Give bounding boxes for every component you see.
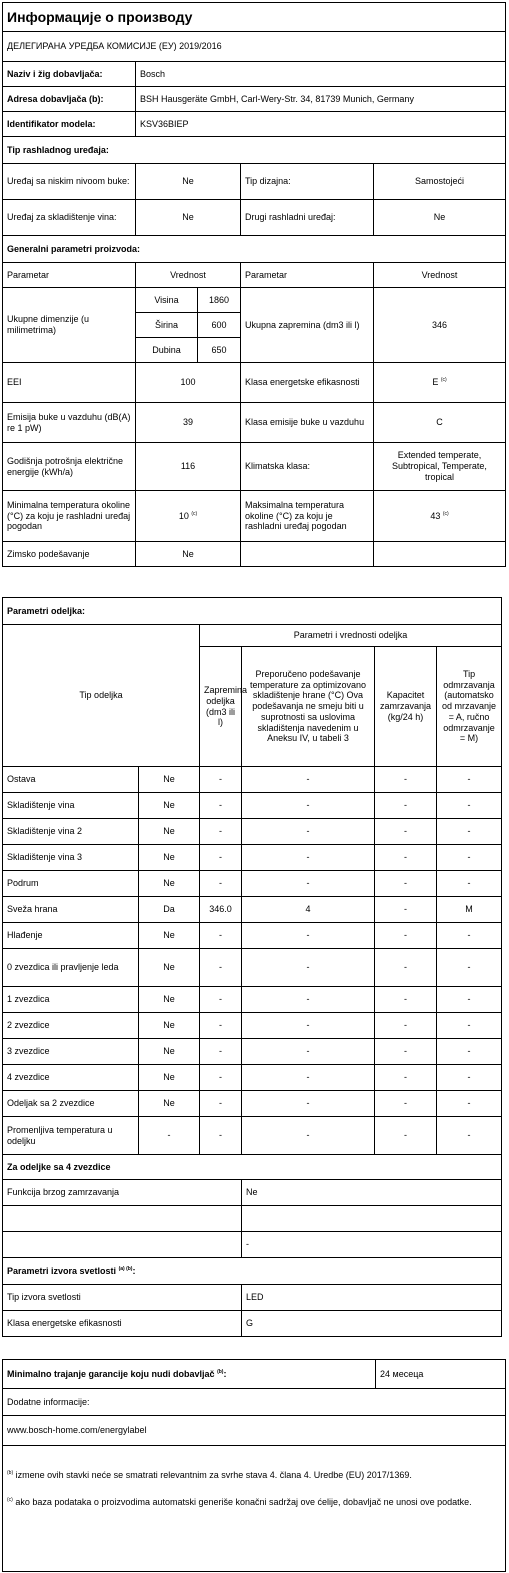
compartment-defrost: - [437, 819, 502, 845]
compartment-name: Ostava [3, 767, 139, 793]
compartment-temp: - [242, 845, 375, 871]
compartment-present: Ne [139, 949, 200, 987]
compartment-rows [3, 767, 502, 1155]
compartment-temp: - [242, 1013, 375, 1039]
compartment-volume: - [200, 793, 242, 819]
compartment-row [3, 1013, 502, 1039]
general-params-heading: Generalni parametri proizvoda: [3, 236, 506, 263]
compartment-present: Ne [139, 1013, 200, 1039]
winter-setting-label: Zimsko podešavanje [3, 542, 136, 567]
compartment-volume: - [200, 1091, 242, 1117]
additional-info-label: Dodatne informacije: [3, 1389, 506, 1416]
compartment-row [3, 1091, 502, 1117]
compartment-temp: - [242, 819, 375, 845]
compartment-row [3, 1065, 502, 1091]
compartment-volume: - [200, 845, 242, 871]
compartment-capacity: - [375, 819, 437, 845]
warranty-label-cell [3, 1360, 376, 1389]
compartment-volume: - [200, 1117, 242, 1155]
low-noise-value: Ne [136, 164, 241, 200]
supplier-address-value: BSH Hausgeräte GmbH, Carl-Wery-Str. 34, 81739 Munich, Germany [136, 87, 506, 112]
light-heading-colon: : [132, 1265, 136, 1276]
eei-value: 100 [136, 363, 241, 403]
warranty-label: Minimalno trajanje garancije koju nudi dobavljač [7, 1368, 215, 1379]
other-appliance-value: Ne [374, 200, 506, 236]
compartment-present: Ne [139, 987, 200, 1013]
eei-label: EEI [3, 363, 136, 403]
noise-class-label: Klasa emisije buke u vazduhu [241, 403, 374, 443]
low-noise-label: Uređaj sa niskim nivoom buke: [3, 164, 136, 200]
noise-value: 39 [136, 403, 241, 443]
product-info-table [2, 2, 506, 567]
compartment-row [3, 897, 502, 923]
light-class-value: G [242, 1311, 502, 1337]
light-heading-text: Parametri izvora svetlosti [7, 1265, 117, 1276]
compartment-capacity: - [375, 1065, 437, 1091]
compartment-capacity: - [375, 987, 437, 1013]
compartment-volume: - [200, 1013, 242, 1039]
compartment-temp: - [242, 1117, 375, 1155]
model-id-value: KSV36BIEP [136, 112, 506, 137]
footnote-b [7, 1470, 501, 1481]
compartment-name: Hlađenje [3, 923, 139, 949]
footnotes [3, 1446, 506, 1572]
recommended-temp-header: Preporučeno podešavanje temperature za optimizovano skladištenje hrane (°C) Ova podešavanja ne smeju biti u suprotnosti sa uslovima skladištenja navedenim u Aneksu IV, u tabeli 3 [242, 647, 375, 767]
depth-label: Dubina [136, 338, 198, 363]
footnote-b-mark: (b) [7, 1470, 14, 1476]
compartment-name: 2 zvezdice [3, 1013, 139, 1039]
compartment-values-header: Parametri i vrednosti odeljka [200, 625, 502, 647]
compartment-name: Sveža hrana [3, 897, 139, 923]
compartment-present: Ne [139, 1065, 200, 1091]
compartment-temp: - [242, 987, 375, 1013]
climate-class-label: Klimatska klasa: [241, 443, 374, 491]
climate-class-value: Extended temperate, Subtropical, Temperate, tropical [374, 443, 506, 491]
compartment-volume: - [200, 767, 242, 793]
param-header: Parametar [241, 263, 374, 288]
compartment-capacity: - [375, 767, 437, 793]
compartment-volume: - [200, 819, 242, 845]
supplier-name-value: Bosch [136, 62, 506, 87]
height-label: Visina [136, 288, 198, 313]
compartment-defrost: - [437, 949, 502, 987]
blank-value: - [242, 1232, 502, 1258]
energy-class-label: Klasa energetske efikasnosti [241, 363, 374, 403]
compartment-row [3, 845, 502, 871]
energy-class-value: E [432, 377, 439, 388]
compartment-defrost: - [437, 1065, 502, 1091]
depth-value: 650 [198, 338, 241, 363]
empty-cell [242, 1206, 502, 1232]
compartment-temp: 4 [242, 897, 375, 923]
width-value: 600 [198, 313, 241, 338]
compartment-row [3, 767, 502, 793]
compartment-row [3, 923, 502, 949]
max-temp-value: 43 [430, 510, 441, 521]
compartment-type-header: Tip odeljka [3, 625, 200, 767]
compartment-row [3, 1039, 502, 1065]
warranty-value: 24 месеца [376, 1360, 506, 1389]
dimensions-label: Ukupne dimenzije (u milimetrima) [3, 288, 136, 363]
compartment-present: Ne [139, 767, 200, 793]
compartment-row [3, 1117, 502, 1155]
compartment-volume-header: Zapremina odeljka (dm3 ili l) [200, 647, 242, 767]
compartment-temp: - [242, 767, 375, 793]
empty-cell [374, 542, 506, 567]
footnote-b-text: izmene ovih stavki neće se smatrati relevantnim za svrhe stava 4. člana 4. Uredbe (EU) 2017/1369. [15, 1470, 412, 1480]
compartment-params-heading: Parametri odeljka: [3, 598, 502, 625]
max-temp-label: Maksimalna temperatura okoline (°C) za koju je rashladni uređaj pogodan [241, 491, 374, 542]
compartment-present: Ne [139, 923, 200, 949]
defrost-type-header: Tip odmrzavanja (automatsko od mrzavanje = A, ručno odmrzavanje = M) [437, 647, 502, 767]
compartment-name: Promenljiva temperatura u odeljku [3, 1117, 139, 1155]
compartment-row [3, 793, 502, 819]
footnote-c-mark: (c) [7, 1496, 13, 1503]
compartment-capacity: - [375, 1091, 437, 1117]
total-volume-value: 346 [374, 288, 506, 363]
height-value: 1860 [198, 288, 241, 313]
warranty-note: (b) [217, 1368, 224, 1375]
energy-label-url[interactable]: www.bosch-home.com/energylabel [3, 1416, 506, 1446]
compartment-volume: - [200, 871, 242, 897]
compartment-name: Odeljak sa 2 zvezdice [3, 1091, 139, 1117]
compartment-capacity: - [375, 1013, 437, 1039]
compartment-name: 0 zvezdica ili pravljenje leda [3, 949, 139, 987]
compartment-capacity: - [375, 845, 437, 871]
compartment-volume: - [200, 949, 242, 987]
compartment-capacity: - [375, 897, 437, 923]
compartment-capacity: - [375, 871, 437, 897]
compartment-defrost: - [437, 845, 502, 871]
noise-label: Emisija buke u vazduhu (dB(A) re 1 pW) [3, 403, 136, 443]
compartment-name: Skladištenje vina 3 [3, 845, 139, 871]
supplier-name-label: Naziv i žig dobavljača: [3, 62, 136, 87]
compartment-name: 3 zvezdice [3, 1039, 139, 1065]
compartment-row [3, 819, 502, 845]
model-id-label: Identifikator modela: [3, 112, 136, 137]
compartment-present: Ne [139, 845, 200, 871]
design-type-label: Tip dizajna: [241, 164, 374, 200]
light-type-value: LED [242, 1285, 502, 1311]
compartment-capacity: - [375, 949, 437, 987]
light-source-heading [3, 1258, 502, 1285]
compartment-present: Ne [139, 871, 200, 897]
compartment-row [3, 987, 502, 1013]
compartment-row [3, 949, 502, 987]
compartment-row [3, 871, 502, 897]
regulation-text: ДЕЛЕГИРАНА УРЕДБА КОМИСИЈЕ (ЕУ) 2019/2016 [3, 32, 506, 62]
appliance-type-heading: Tip rashladnog uređaja: [3, 137, 506, 164]
compartment-volume: - [200, 987, 242, 1013]
annual-energy-label: Godišnja potrošnja električne energije (kWh/a) [3, 443, 136, 491]
compartment-name: Podrum [3, 871, 139, 897]
footnote-c-text: ako baza podataka o proizvodima automatski generiše konačni sadržaj ove ćelije, dobavljač ne unosi ove podatke. [15, 1496, 472, 1507]
footer-table [2, 1359, 506, 1572]
compartment-present: Ne [139, 1091, 200, 1117]
max-temp-note: (c) [442, 510, 449, 517]
compartment-defrost: - [437, 793, 502, 819]
energy-class-note: (c) [440, 377, 447, 384]
light-heading-notes: (a) (b) [118, 1265, 133, 1272]
compartment-defrost: - [437, 1091, 502, 1117]
compartment-temp: - [242, 1039, 375, 1065]
footnote-c [7, 1497, 501, 1508]
compartment-temp: - [242, 923, 375, 949]
min-temp-value: 10 [178, 510, 189, 521]
supplier-address-label: Adresa dobavljača (b): [3, 87, 136, 112]
fast-freeze-label: Funkcija brzog zamrzavanja [3, 1180, 242, 1206]
compartment-temp: - [242, 793, 375, 819]
page-title: Информације о производу [3, 3, 506, 32]
compartment-defrost: - [437, 767, 502, 793]
compartment-name: 1 zvezdica [3, 987, 139, 1013]
value-header: Vrednost [374, 263, 506, 288]
min-temp-note: (c) [191, 510, 198, 517]
compartment-capacity: - [375, 1117, 437, 1155]
compartment-volume: - [200, 1039, 242, 1065]
compartment-capacity: - [375, 793, 437, 819]
compartment-name: 4 zvezdice [3, 1065, 139, 1091]
compartment-temp: - [242, 949, 375, 987]
compartment-defrost: - [437, 1013, 502, 1039]
total-volume-label: Ukupna zapremina (dm3 ili l) [241, 288, 374, 363]
compartment-defrost: - [437, 1117, 502, 1155]
compartment-defrost: - [437, 987, 502, 1013]
compartment-defrost: M [437, 897, 502, 923]
compartment-temp: - [242, 1065, 375, 1091]
energy-class-cell [374, 363, 506, 403]
compartment-name: Skladištenje vina [3, 793, 139, 819]
compartment-volume: 346.0 [200, 897, 242, 923]
compartment-name: Skladištenje vina 2 [3, 819, 139, 845]
design-type-value: Samostojeći [374, 164, 506, 200]
value-header: Vrednost [136, 263, 241, 288]
noise-class-value: C [374, 403, 506, 443]
light-type-label: Tip izvora svetlosti [3, 1285, 242, 1311]
compartment-present: Ne [139, 819, 200, 845]
compartment-defrost: - [437, 871, 502, 897]
min-temp-cell [136, 491, 241, 542]
compartment-present: Da [139, 897, 200, 923]
annual-energy-value: 116 [136, 443, 241, 491]
compartment-present: - [139, 1117, 200, 1155]
compartment-table [2, 597, 502, 1337]
compartment-temp: - [242, 1091, 375, 1117]
freezing-capacity-header: Kapacitet zamrzavanja (kg/24 h) [375, 647, 437, 767]
width-label: Širina [136, 313, 198, 338]
compartment-capacity: - [375, 1039, 437, 1065]
compartment-defrost: - [437, 923, 502, 949]
compartment-temp: - [242, 871, 375, 897]
wine-storage-label: Uređaj za skladištenje vina: [3, 200, 136, 236]
param-header: Parametar [3, 263, 136, 288]
light-class-label: Klasa energetske efikasnosti [3, 1311, 242, 1337]
compartment-volume: - [200, 923, 242, 949]
wine-storage-value: Ne [136, 200, 241, 236]
winter-setting-value: Ne [136, 542, 241, 567]
compartment-present: Ne [139, 1039, 200, 1065]
empty-cell [241, 542, 374, 567]
compartment-defrost: - [437, 1039, 502, 1065]
empty-cell [3, 1232, 242, 1258]
warranty-colon: : [223, 1368, 227, 1379]
min-temp-label: Minimalna temperatura okoline (°C) za koju je rashladni uređaj pogodan [3, 491, 136, 542]
compartment-volume: - [200, 1065, 242, 1091]
compartment-present: Ne [139, 793, 200, 819]
fast-freeze-value: Ne [242, 1180, 502, 1206]
four-star-heading: Za odeljke sa 4 zvezdice [3, 1155, 502, 1180]
other-appliance-label: Drugi rashladni uređaj: [241, 200, 374, 236]
compartment-capacity: - [375, 923, 437, 949]
empty-cell [3, 1206, 242, 1232]
max-temp-cell [374, 491, 506, 542]
